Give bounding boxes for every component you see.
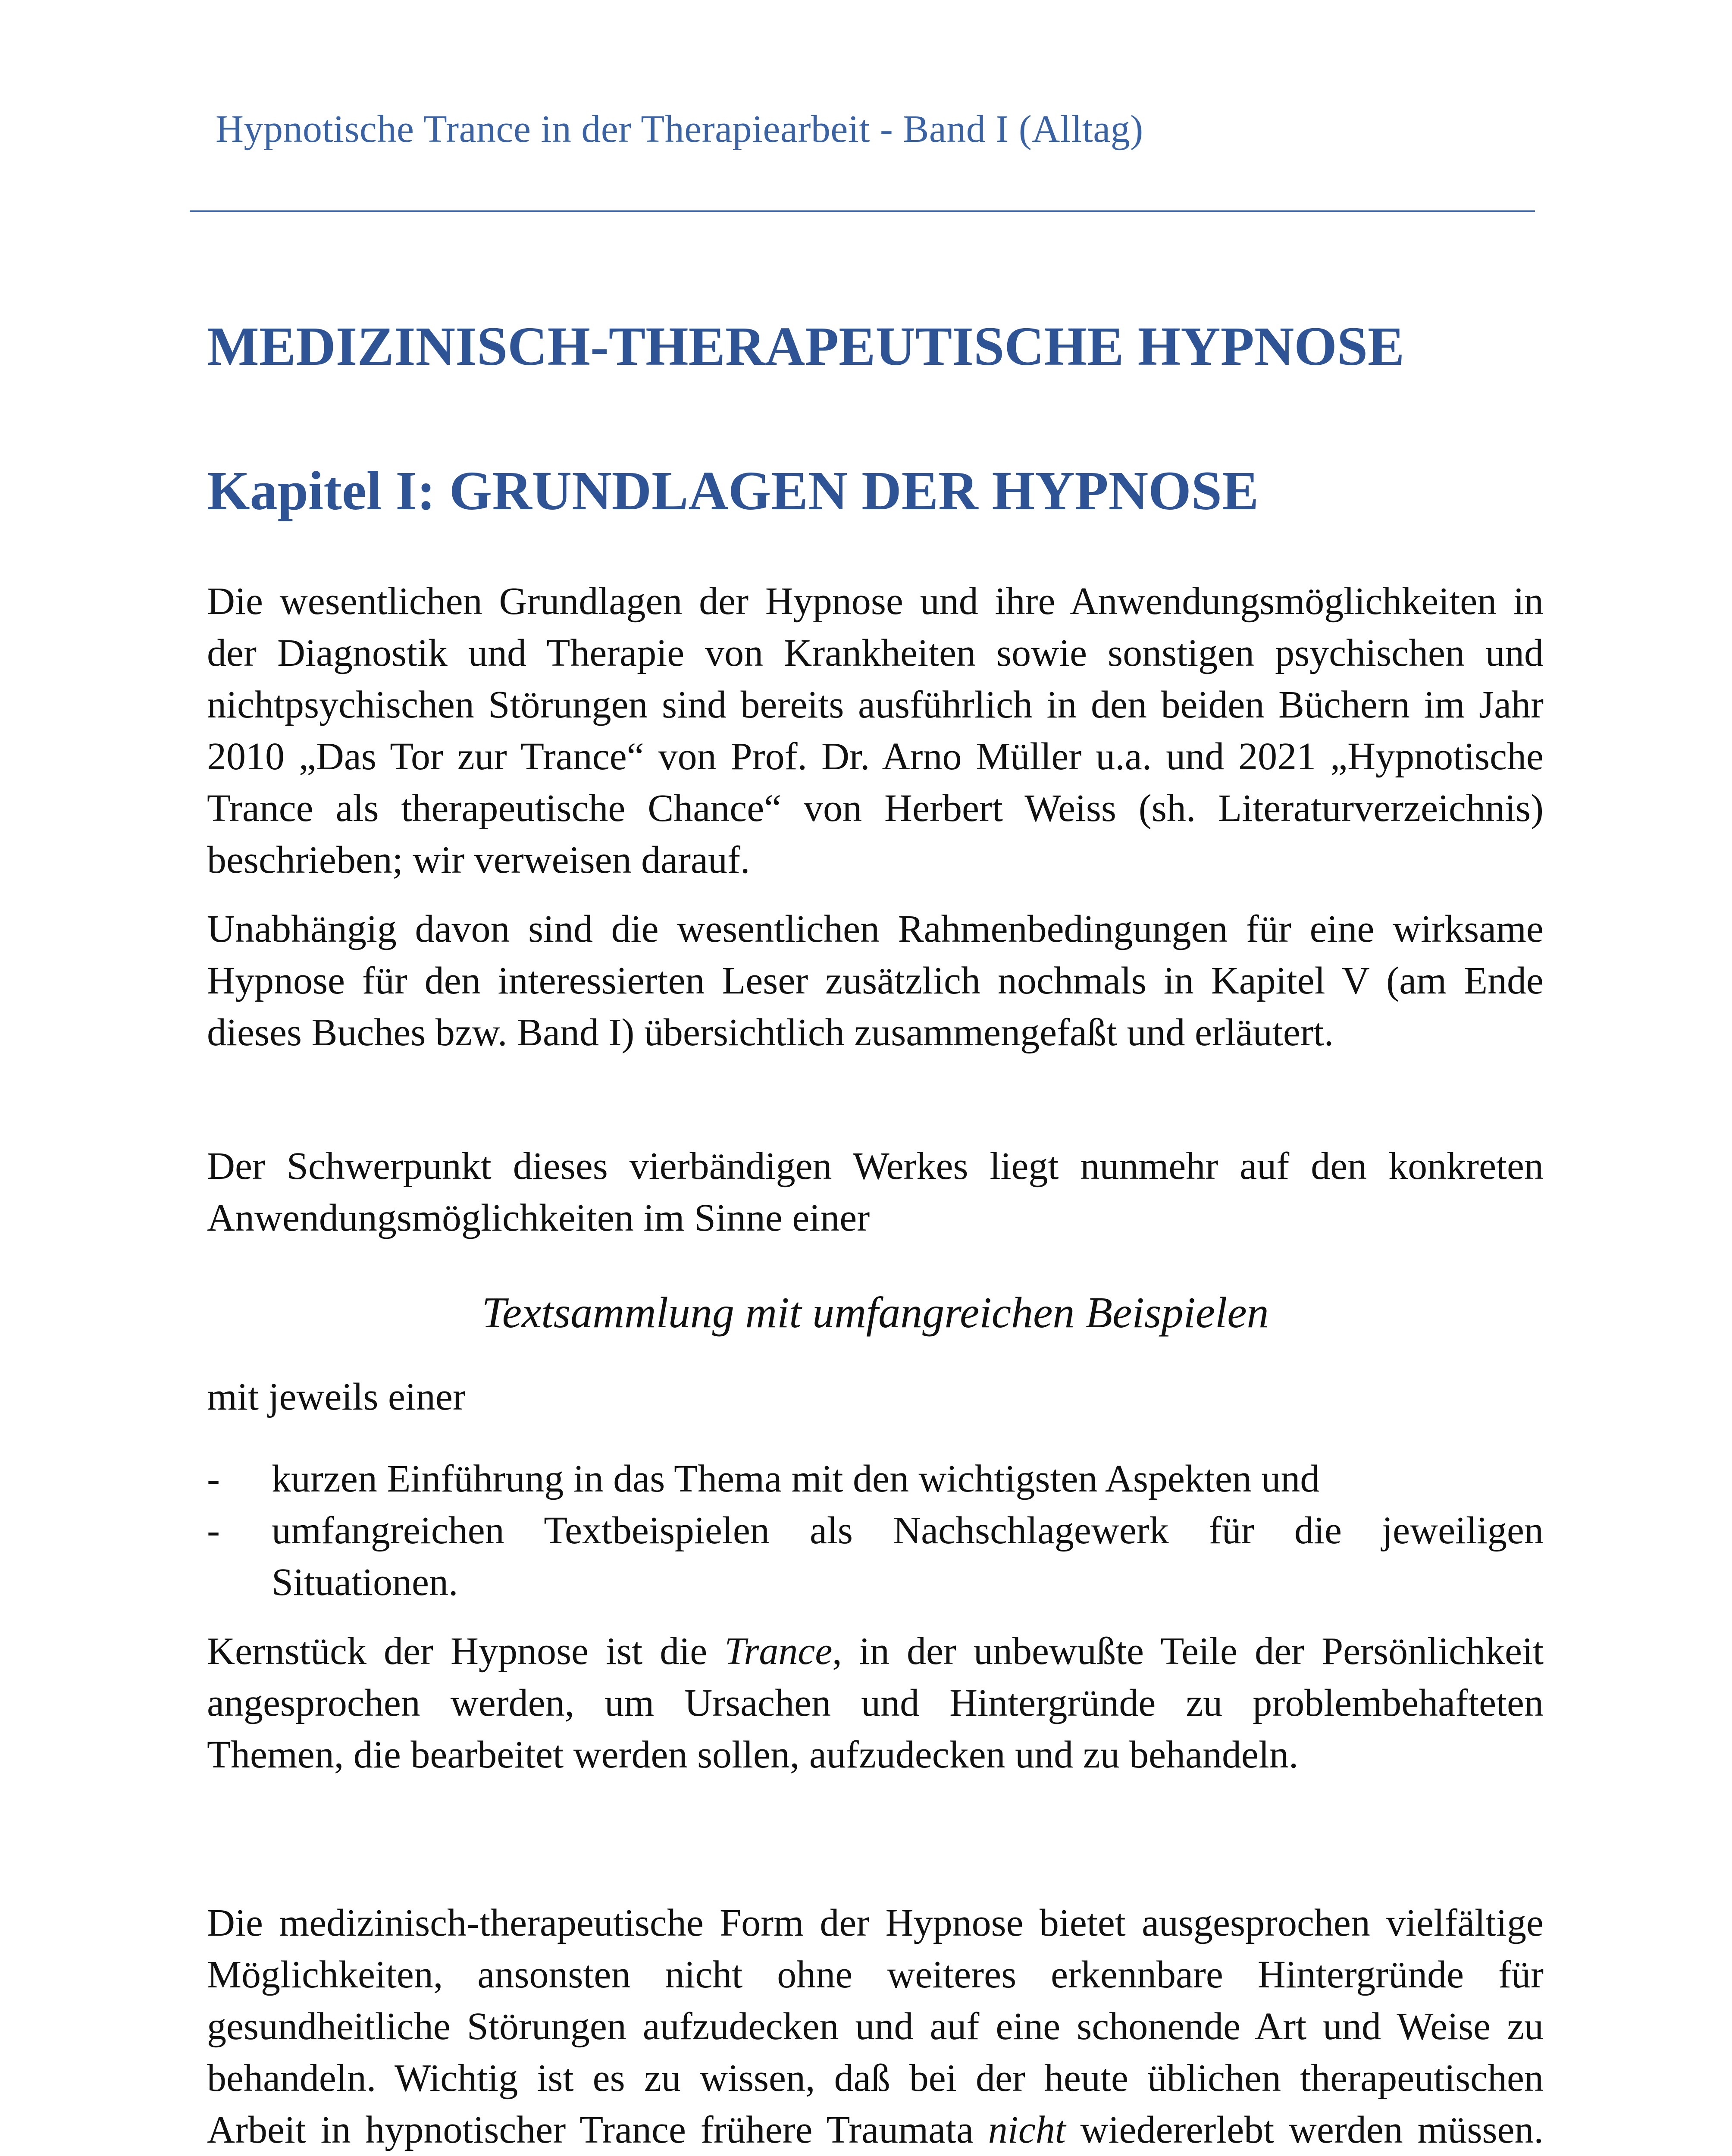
paragraph-6-text-cont: wiedererlebt werden müssen. [1080, 2109, 1544, 2151]
paragraph-6-text: Die medizinisch-therapeutische Form der Hypnose bietet ausgesprochen vielfältige Möglichkeiten, ansonsten nicht ohne weiteres erkennbare Hintergründe für gesundheitliche Störungen aufzudecken und auf eine schonende Art und Weise zu behandeln. Wichtig ist es zu wissen, daß bei der heute üblichen therapeutischen Arbeit in hypnotischer Trance frühere Traumata [207, 1902, 1544, 2151]
paragraph-5-text: Kernstück der Hypnose ist die [207, 1630, 725, 1673]
chapter-heading: Kapitel I: GRUNDLAGEN DER HYPNOSE [207, 460, 1259, 521]
paragraph-5-text-cont: , in der unbewußte Teile der Persönlichkeit angesprochen werden, um Ursachen und Hintergründe zu problembehafteten Themen, die bearbeitet werden sollen, aufzudecken und zu behandeln. [207, 1630, 1544, 1776]
paragraph-4: mit jeweils einer [207, 1376, 466, 1418]
header-divider [190, 210, 1535, 212]
list-item [207, 1453, 1544, 1505]
list-item-text: umfangreichen Textbeispielen als Nachschlagewerk für die jeweiligen Situationen. [272, 1509, 1544, 1604]
dash-list [207, 1453, 1544, 1608]
centered-italic-line: Textsammlung mit umfangreichen Beispielen [482, 1288, 1269, 1337]
paragraph-5 [207, 1626, 1544, 1781]
main-heading: MEDIZINISCH-THERAPEUTISCHE HYPNOSE [207, 316, 1405, 377]
list-dash: - [207, 1509, 220, 1552]
emphasis-nicht: nicht [988, 2109, 1066, 2151]
paragraph-2: Unabhängig davon sind die wesentlichen Rahmenbedingungen für eine wirksame Hypnose für den interessierten Leser zusätzlich nochmals in Kapitel V (am Ende dieses Buches bzw. Band I) übersichtlich zusammengefaßt und erläutert. [207, 908, 1544, 1054]
paragraph-6 [207, 1897, 1544, 2156]
emphasis-trance: Trance [724, 1630, 833, 1673]
paragraph-3: Der Schwerpunkt dieses vierbändigen Werkes liegt nunmehr auf den konkreten Anwendungsmöglichkeiten im Sinne einer [207, 1145, 1544, 1239]
list-dash: - [207, 1457, 220, 1500]
list-item [207, 1505, 1544, 1608]
running-header-title: Hypnotische Trance in der Therapiearbeit - Band I (Alltag) [216, 108, 1143, 150]
paragraph-1: Die wesentlichen Grundlagen der Hypnose und ihre Anwendungsmöglichkeiten in der Diagnostik und Therapie von Krankheiten sowie sonstigen psychischen und nichtpsychischen Störungen sind bereits ausführlich in den beiden Büchern im Jahr 2010 „Das Tor zur Trance“ von Prof. Dr. Arno Müller u.a. und 2021 „Hypnotische Trance als therapeutische Chance“ von Herbert Weiss (sh. Literaturverzeichnis) beschrieben; wir verweisen darauf. [207, 580, 1544, 881]
list-item-text: kurzen Einführung in das Thema mit den wichtigsten Aspekten und [272, 1457, 1320, 1500]
